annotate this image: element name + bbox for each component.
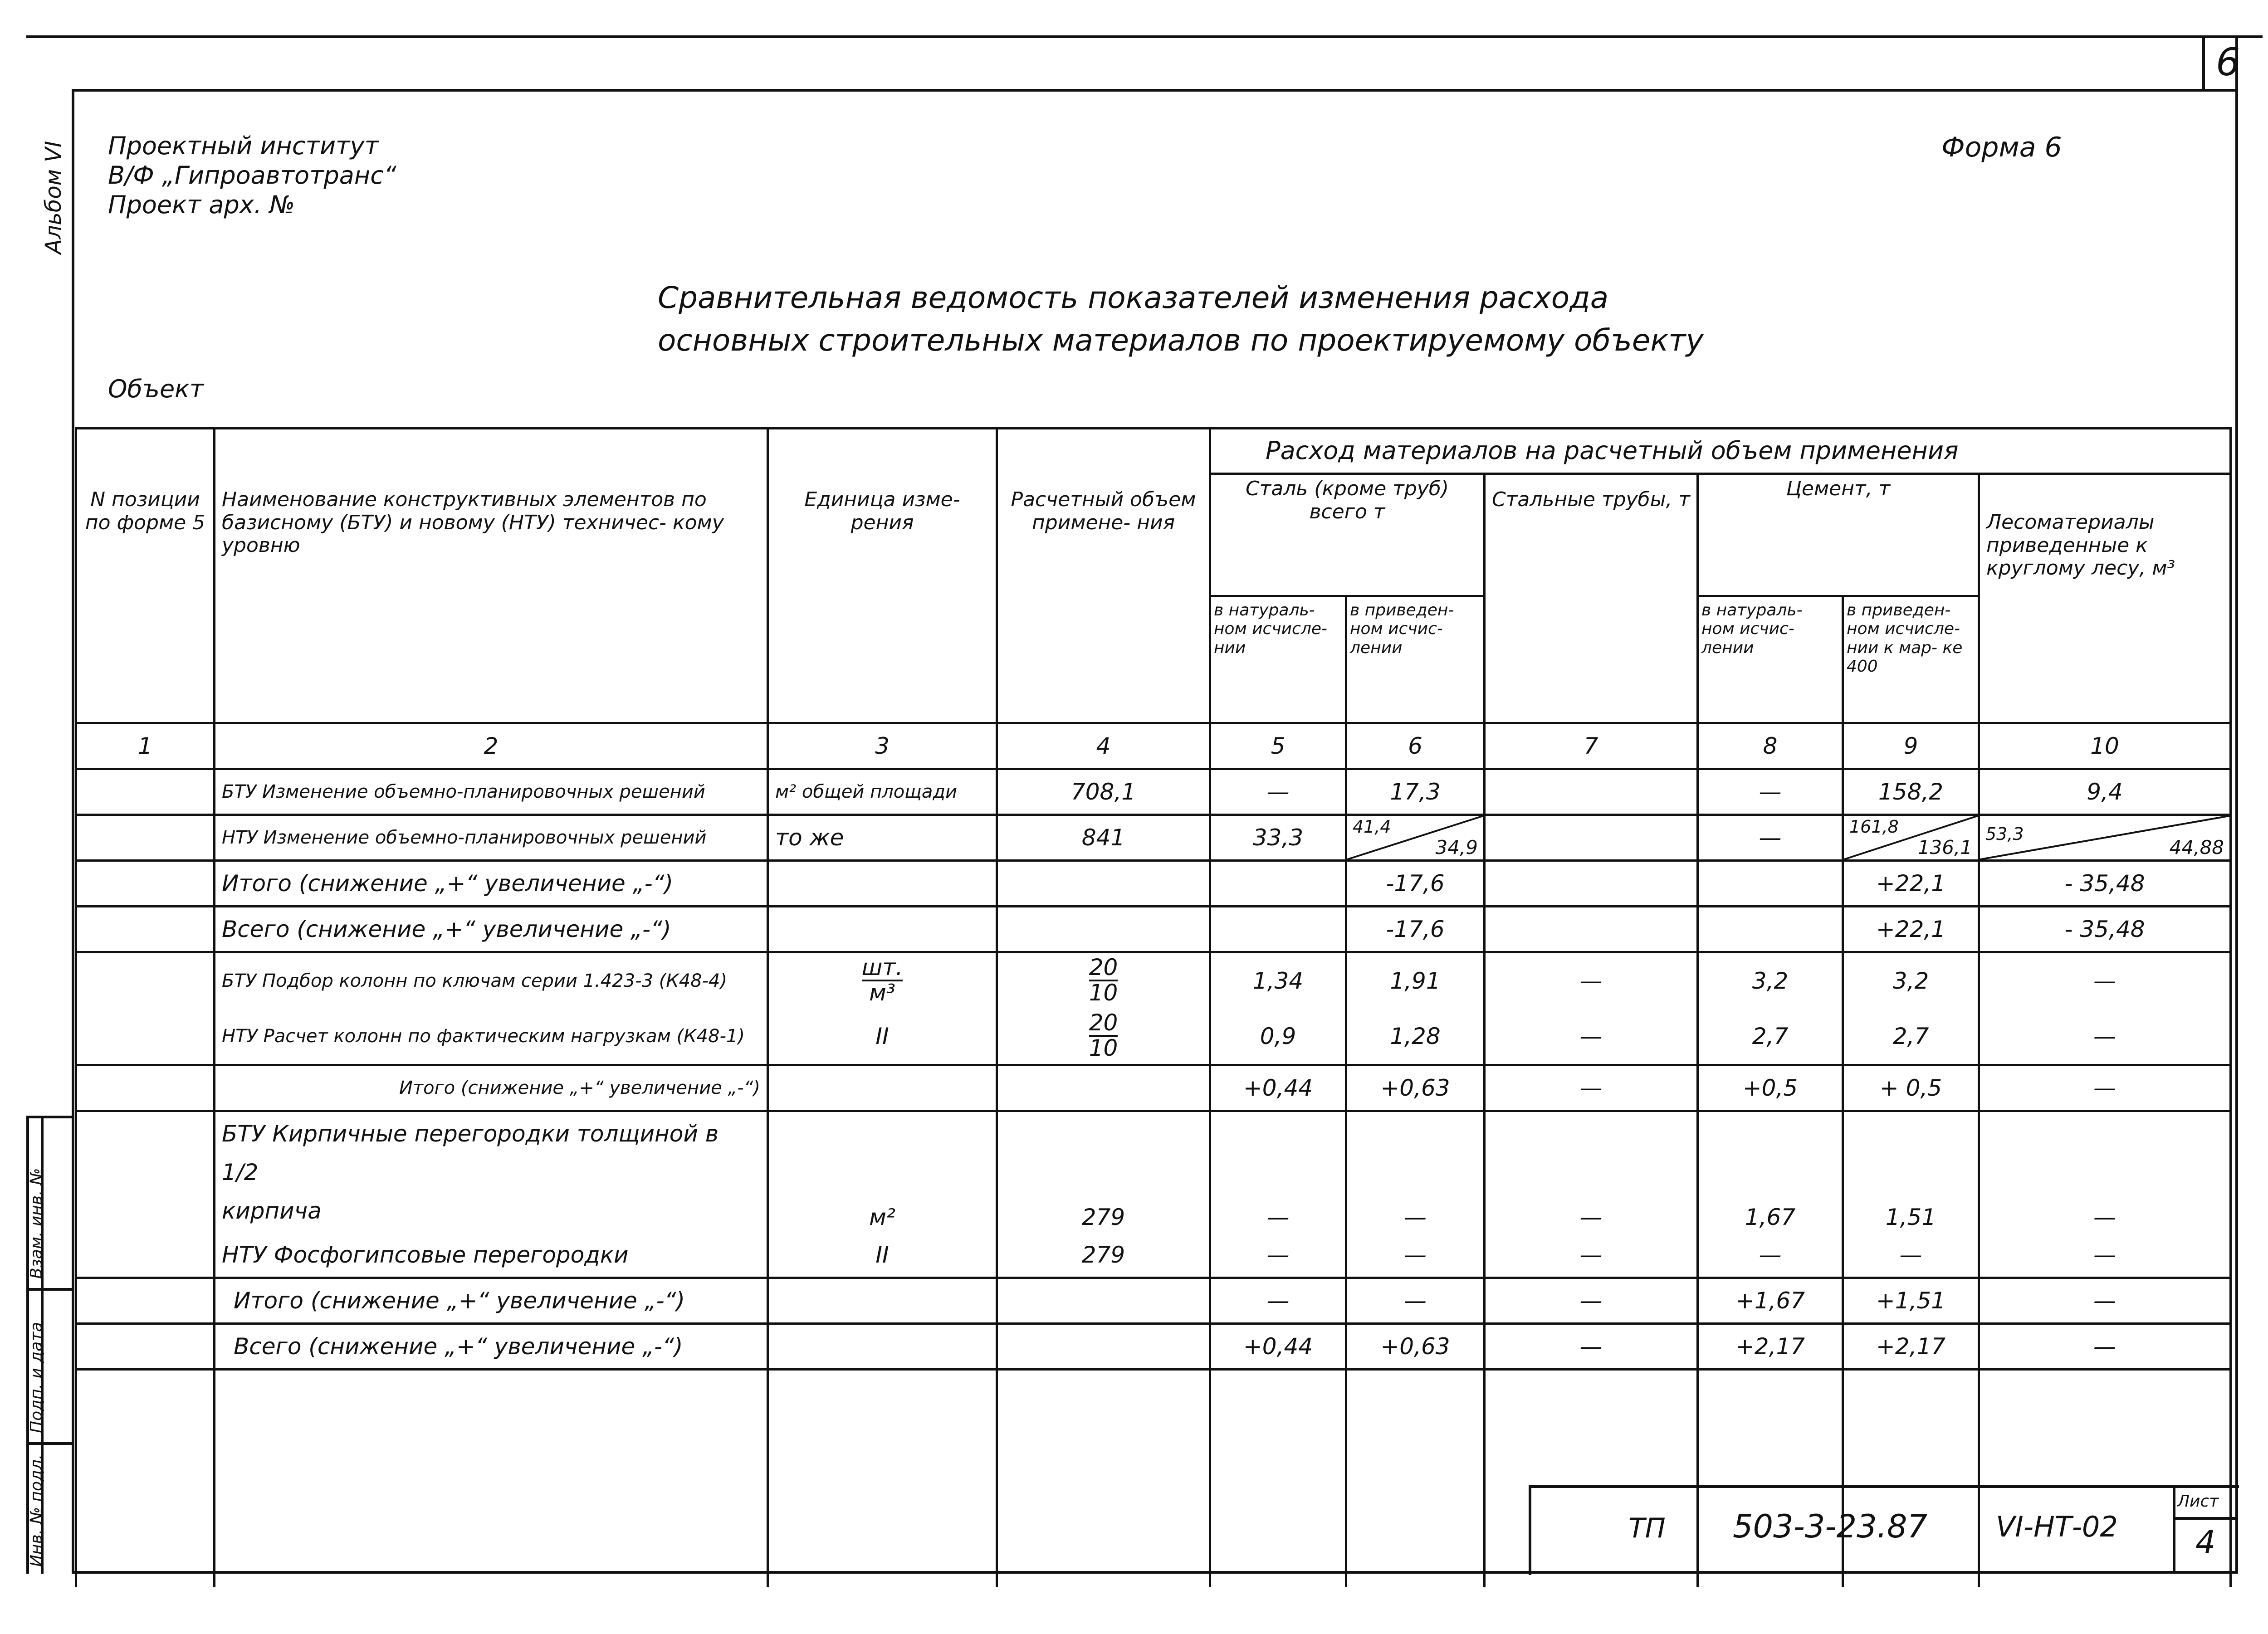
row-c10-a: 53,3 — [1985, 824, 2024, 844]
corner-box-left — [2202, 36, 2205, 91]
row-c6: — — [1346, 1278, 1485, 1324]
row-unit — [768, 1324, 997, 1370]
row-c10: — — [1979, 1111, 2231, 1234]
row-volume: 279 — [997, 1233, 1210, 1278]
col-number-row — [76, 723, 2231, 769]
row-c6-a: 41,4 — [1353, 817, 1391, 837]
stamp-sheet-number: 4 — [2195, 1524, 2216, 1561]
volume-fraction — [1089, 956, 1118, 1004]
header-pos: N позиции по форме 5 — [76, 429, 215, 723]
row-name: Всего (снижение „+“ увеличение „-“) — [215, 907, 768, 952]
row-c7 — [1485, 861, 1698, 907]
row-c10: — — [1979, 1233, 2231, 1278]
row-c8: +2,17 — [1698, 1324, 1843, 1370]
row-c10: — — [1979, 1324, 2231, 1370]
row-volume-fraction — [997, 952, 1210, 1009]
object-label: Объект — [108, 375, 204, 403]
row-c8: 2,7 — [1698, 1009, 1843, 1065]
row-c6-split — [1346, 815, 1485, 861]
row-c8 — [1698, 907, 1843, 952]
row-name: НТУ Изменение объемно-планировочных решений — [215, 815, 768, 861]
header-cement: Цемент, т — [1698, 474, 1979, 596]
col-number: 8 — [1698, 723, 1843, 769]
volume-bot: 10 — [1089, 980, 1118, 1006]
row-c8: — — [1698, 1233, 1843, 1278]
row-c10-b: 44,88 — [2169, 836, 2224, 858]
row-c6: — — [1346, 1233, 1485, 1278]
header-steel: Сталь (кроме труб) всего т — [1210, 474, 1485, 596]
volume-top: 20 — [1089, 1010, 1118, 1036]
row-c5: 33,3 — [1210, 815, 1346, 861]
row-c6: -17,6 — [1346, 907, 1485, 952]
row-c6: +0,63 — [1346, 1324, 1485, 1370]
row-name-multiline — [215, 1111, 768, 1234]
row-volume: 841 — [997, 815, 1210, 861]
col-number: 10 — [1979, 723, 2231, 769]
row-c10: 9,4 — [1979, 769, 2231, 815]
unit-fraction — [862, 956, 903, 1004]
row-c7: — — [1485, 1009, 1698, 1065]
row-c7: — — [1485, 1111, 1698, 1234]
table-row — [76, 1278, 2231, 1324]
row-c6: -17,6 — [1346, 861, 1485, 907]
row-c6: 1,28 — [1346, 1009, 1485, 1065]
row-name: Итого (снижение „+“ увеличение „-“) — [215, 861, 768, 907]
left-strip-div2 — [26, 1288, 74, 1291]
col-number: 6 — [1346, 723, 1485, 769]
volume-top: 20 — [1089, 954, 1118, 980]
row-name: НТУ Фосфогипсовые перегородки — [215, 1233, 768, 1278]
row-name: Итого (снижение „+“ увеличение „-“) — [215, 1065, 768, 1111]
row-c9: +1,51 — [1843, 1278, 1979, 1324]
left-strip-label-1: Взам. инв. № — [27, 1168, 46, 1279]
comparison-table — [75, 427, 2232, 1587]
row-c7 — [1485, 907, 1698, 952]
top-border — [26, 35, 2263, 38]
row-c9: +2,17 — [1843, 1324, 1979, 1370]
row-c6-b: 34,9 — [1435, 836, 1478, 858]
header-cement-red: в приведен- ном исчисле- нии к мар- ке 400 — [1843, 596, 1979, 723]
row-unit: м² общей площади — [768, 769, 997, 815]
left-strip-label-2: Подп. и дата — [27, 1322, 46, 1433]
row-c5: — — [1210, 1233, 1346, 1278]
stamp-album: VI-НТ-02 — [1996, 1510, 2118, 1543]
row-volume: 708,1 — [997, 769, 1210, 815]
row-c9-a: 161,8 — [1849, 817, 1899, 837]
row-c7: — — [1485, 1324, 1698, 1370]
row-c5: 1,34 — [1210, 952, 1346, 1009]
row-c8: 3,2 — [1698, 952, 1843, 1009]
left-strip-div1 — [26, 1116, 74, 1118]
row-c5 — [1210, 861, 1346, 907]
row-c9-split — [1843, 815, 1979, 861]
table-row — [76, 952, 2231, 1009]
row-c8: — — [1698, 769, 1843, 815]
row-name: БТУ Подбор колонн по ключам серии 1.423-3 (К48-4) — [215, 952, 768, 1009]
row-c10: — — [1979, 1065, 2231, 1111]
header-name: Наименование конструктивных элементов по базисному (БТУ) и новому (НТУ) техничес- кому уровню — [215, 429, 768, 723]
row-volume — [997, 1324, 1210, 1370]
col-number: 9 — [1843, 723, 1979, 769]
side-album-label: Альбом VI — [41, 141, 66, 254]
row-volume — [997, 1065, 1210, 1111]
row-c8: 1,67 — [1698, 1111, 1843, 1234]
header-consumption: Расход материалов на расчетный объем применения — [1210, 429, 2231, 474]
header-timber: Лесоматериалы приведенные к круглому лесу, м³ — [1979, 474, 2231, 723]
row-c8: — — [1698, 815, 1843, 861]
row-c10: - 35,48 — [1979, 861, 2231, 907]
row-volume-fraction — [997, 1009, 1210, 1065]
row-c9: 158,2 — [1843, 769, 1979, 815]
row-c7: — — [1485, 1065, 1698, 1111]
row-c9: — — [1843, 1233, 1979, 1278]
row-c10: — — [1979, 1009, 2231, 1065]
row-unit: II — [768, 1009, 997, 1065]
row-c6: — — [1346, 1111, 1485, 1234]
stamp-sheet-hline — [2173, 1517, 2236, 1520]
col-number: 2 — [215, 723, 768, 769]
row-c5: — — [1210, 1111, 1346, 1234]
row-name: Итого (снижение „+“ увеличение „-“) — [215, 1278, 768, 1324]
left-strip-label-3: Инв. № подл. — [27, 1454, 46, 1567]
row-unit: то же — [768, 815, 997, 861]
row-name-line2: кирпича — [222, 1198, 322, 1224]
row-c5: — — [1210, 1278, 1346, 1324]
row-c9: 1,51 — [1843, 1111, 1979, 1234]
header-steel-nat: в натураль- ном исчисле- нии — [1210, 596, 1346, 723]
left-border — [72, 91, 74, 1574]
stamp-code: 503-3-23.87 — [1733, 1508, 1928, 1545]
col-number: 4 — [997, 723, 1210, 769]
row-unit — [768, 1278, 997, 1324]
row-c7 — [1485, 769, 1698, 815]
stamp-sheet-label: Лист — [2177, 1492, 2219, 1511]
row-name: НТУ Расчет колонн по фактическим нагрузкам (К48-1) — [215, 1009, 768, 1065]
row-c10-split — [1979, 815, 2231, 861]
org-line-1: Проектный институт — [108, 132, 379, 160]
row-c10: — — [1979, 1278, 2231, 1324]
header-unit: Единица изме- рения — [768, 429, 997, 723]
row-c5 — [1210, 907, 1346, 952]
row-c8 — [1698, 861, 1843, 907]
row-c5: +0,44 — [1210, 1065, 1346, 1111]
col-number: 1 — [76, 723, 215, 769]
row-c9: 3,2 — [1843, 952, 1979, 1009]
row-c8: +1,67 — [1698, 1278, 1843, 1324]
row-c6: 1,91 — [1346, 952, 1485, 1009]
row-c10: - 35,48 — [1979, 907, 2231, 952]
row-name: Всего (снижение „+“ увеличение „-“) — [215, 1324, 768, 1370]
table-row — [76, 1111, 2231, 1234]
row-c6: 17,3 — [1346, 769, 1485, 815]
col-number: 3 — [768, 723, 997, 769]
table-row — [76, 861, 2231, 907]
row-c7: — — [1485, 952, 1698, 1009]
left-strip-div3 — [26, 1442, 74, 1445]
row-c9-b: 136,1 — [1917, 836, 1972, 858]
row-c9: +22,1 — [1843, 907, 1979, 952]
row-c5: 0,9 — [1210, 1009, 1346, 1065]
col-number: 7 — [1485, 723, 1698, 769]
row-c5: — — [1210, 769, 1346, 815]
table-row — [76, 1233, 2231, 1278]
row-volume — [997, 1278, 1210, 1324]
title-line-1: Сравнительная ведомость показателей изменения расхода — [658, 280, 1609, 315]
volume-bot: 10 — [1089, 1035, 1118, 1061]
table-row — [76, 1324, 2231, 1370]
title-line-2: основных строительных материалов по проектируемому объекту — [658, 323, 1704, 358]
corner-box-bottom — [72, 89, 2238, 92]
volume-fraction — [1089, 1011, 1118, 1059]
row-c9: 2,7 — [1843, 1009, 1979, 1065]
row-volume — [997, 907, 1210, 952]
sheet-corner-number: 6 — [2216, 40, 2240, 84]
header-volume: Расчетный объем примене- ния — [997, 429, 1210, 723]
row-unit: II — [768, 1233, 997, 1278]
unit-bot: м³ — [869, 980, 895, 1006]
table-row — [76, 815, 2231, 861]
row-c7: — — [1485, 1278, 1698, 1324]
table-row — [76, 907, 2231, 952]
row-c7 — [1485, 815, 1698, 861]
row-name-line1: БТУ Кирпичные перегородки толщиной в 1/2 — [222, 1121, 719, 1185]
row-c10: — — [1979, 952, 2231, 1009]
table-row — [76, 1009, 2231, 1065]
header-steel-red: в приведен- ном исчис- лении — [1346, 596, 1485, 723]
org-line-3: Проект арх. № — [108, 190, 295, 219]
row-unit — [768, 861, 997, 907]
table-row — [76, 769, 2231, 815]
row-volume: 279 — [997, 1111, 1210, 1234]
right-border — [2235, 36, 2238, 1574]
stamp-sheet-divider — [2173, 1485, 2175, 1572]
col-number: 5 — [1210, 723, 1346, 769]
org-line-2: В/Ф „Гипроавтотранс“ — [108, 161, 396, 190]
table-row — [76, 1065, 2231, 1111]
row-c5: +0,44 — [1210, 1324, 1346, 1370]
row-name: БТУ Изменение объемно-планировочных решений — [215, 769, 768, 815]
form-label: Форма 6 — [1941, 132, 2062, 163]
row-unit-fraction — [768, 952, 997, 1009]
row-unit — [768, 907, 997, 952]
row-unit — [768, 1065, 997, 1111]
header-pipes: Стальные трубы, т — [1485, 474, 1698, 723]
row-volume — [997, 861, 1210, 907]
unit-top: шт. — [861, 954, 903, 980]
row-unit: м² — [768, 1111, 997, 1234]
row-c6: +0,63 — [1346, 1065, 1485, 1111]
header-cement-nat: в натураль- ном исчис- лении — [1698, 596, 1843, 723]
stamp-prefix: ТП — [1628, 1512, 1666, 1544]
row-c7: — — [1485, 1233, 1698, 1278]
row-c8: +0,5 — [1698, 1065, 1843, 1111]
row-c9: +22,1 — [1843, 861, 1979, 907]
row-c9: + 0,5 — [1843, 1065, 1979, 1111]
